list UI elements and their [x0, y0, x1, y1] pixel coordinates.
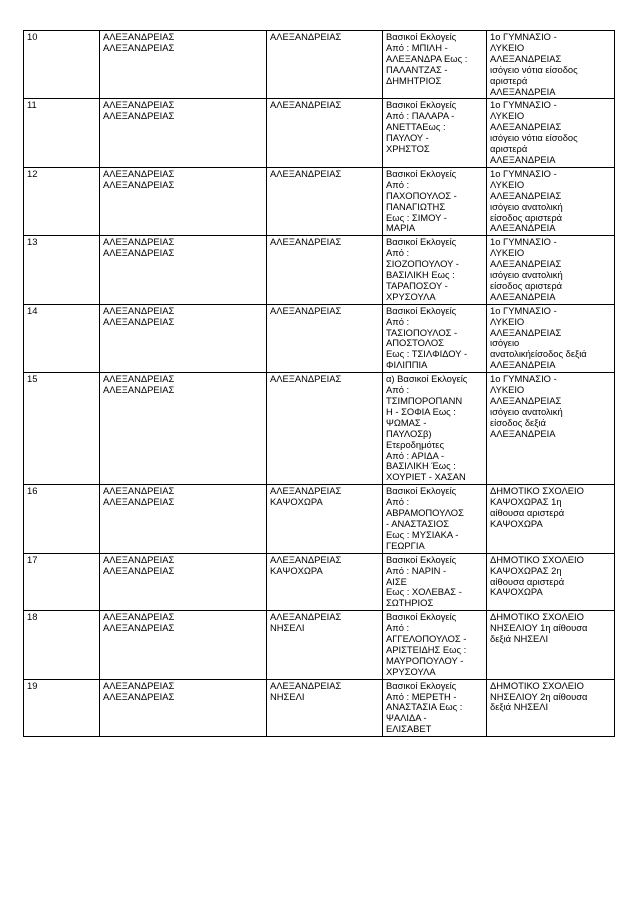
station-location-cell: 1ο ΓΥΜΝΑΣΙΟ - ΛΥΚΕΙΟ ΑΛΕΞΑΝΔΡΕΙΑΣ ισόγειο ανατολικήείσοδος δεξιά ΑΛΕΞΑΝΔΡΕΙΑ [487, 304, 615, 372]
voters-range-cell: Βασικοί Εκλογείς Από : ΤΑΣΙΟΠΟΥΛΟΣ - ΑΠΟΣΤΟΛΟΣ Εως : ΤΣΙΛΦΙΔΟΥ - ΦΙΛΙΠΠΙΑ [383, 304, 487, 372]
station-number-cell: 15 [24, 373, 100, 485]
table-row [24, 373, 615, 485]
voters-range-cell: Βασικοί Εκλογείς Από : ΝΑΡΙΝ - ΑΙΣΕ Εως : ΧΟΛΕΒΑΣ - ΣΩΤΗΡΙΟΣ [383, 553, 487, 611]
station-location-cell: ΔΗΜΟΤΙΚΟ ΣΧΟΛΕΙΟ ΚΑΨΟΧΩΡΑΣ 1η αίθουσα αριστερά ΚΑΨΟΧΩΡΑ [487, 485, 615, 553]
station-location-cell: 1ο ΓΥΜΝΑΣΙΟ - ΛΥΚΕΙΟ ΑΛΕΞΑΝΔΡΕΙΑΣ ισόγειο ανατολική είσοδος δεξιά ΑΛΕΞΑΝΔΡΕΙΑ [487, 373, 615, 485]
station-number-cell: 17 [24, 553, 100, 611]
table-row [24, 99, 615, 167]
municipality-cell: ΑΛΕΞΑΝΔΡΕΙΑΣ ΑΛΕΞΑΝΔΡΕΙΑΣ [100, 167, 267, 235]
municipality-cell: ΑΛΕΞΑΝΔΡΕΙΑΣ ΑΛΕΞΑΝΔΡΕΙΑΣ [100, 31, 267, 99]
station-location-cell: 1ο ΓΥΜΝΑΣΙΟ - ΛΥΚΕΙΟ ΑΛΕΞΑΝΔΡΕΙΑΣ ισόγειο ανατολική είσοδος αριστερά ΑΛΕΞΑΝΔΡΕΙΑ [487, 236, 615, 304]
district-cell: ΑΛΕΞΑΝΔΡΕΙΑΣ ΝΗΣΕΛΙ [267, 611, 383, 679]
district-cell: ΑΛΕΞΑΝΔΡΕΙΑΣ [267, 99, 383, 167]
station-location-cell: 1ο ΓΥΜΝΑΣΙΟ - ΛΥΚΕΙΟ ΑΛΕΞΑΝΔΡΕΙΑΣ ισόγειο νότια είσοδος αριστερά ΑΛΕΞΑΝΔΡΕΙΑ [487, 99, 615, 167]
district-cell: ΑΛΕΞΑΝΔΡΕΙΑΣ ΚΑΨΟΧΩΡΑ [267, 485, 383, 553]
table-row [24, 553, 615, 611]
district-cell: ΑΛΕΞΑΝΔΡΕΙΑΣ ΚΑΨΟΧΩΡΑ [267, 553, 383, 611]
district-cell: ΑΛΕΞΑΝΔΡΕΙΑΣ [267, 236, 383, 304]
district-cell: ΑΛΕΞΑΝΔΡΕΙΑΣ [267, 373, 383, 485]
voters-range-cell: Βασικοί Εκλογείς Από : ΜΕΡΕΤΗ - ΑΝΑΣΤΑΣΙΑ Εως : ΨΑΛΙΔΑ - ΕΛΙΣΑΒΕΤ [383, 679, 487, 737]
municipality-cell: ΑΛΕΞΑΝΔΡΕΙΑΣ ΑΛΕΞΑΝΔΡΕΙΑΣ [100, 553, 267, 611]
station-number-cell: 10 [24, 31, 100, 99]
station-number-cell: 16 [24, 485, 100, 553]
station-number-cell: 14 [24, 304, 100, 372]
municipality-cell: ΑΛΕΞΑΝΔΡΕΙΑΣ ΑΛΕΞΑΝΔΡΕΙΑΣ [100, 304, 267, 372]
table-row [24, 611, 615, 679]
table-row [24, 485, 615, 553]
voters-range-cell: Βασικοί Εκλογείς Από : ΑΓΓΕΛΟΠΟΥΛΟΣ - ΑΡΙΣΤΕΙΔΗΣ Εως : ΜΑΥΡΟΠΟΥΛΟΥ - ΧΡΥΣΟΥΛΑ [383, 611, 487, 679]
station-location-cell: ΔΗΜΟΤΙΚΟ ΣΧΟΛΕΙΟ ΚΑΨΟΧΩΡΑΣ 2η αίθουσα αριστερά ΚΑΨΟΧΩΡΑ [487, 553, 615, 611]
voters-range-cell: Βασικοί Εκλογείς Από : ΑΒΡΑΜΟΠΟΥΛΟΣ - ΑΝΑΣΤΑΣΙΟΣ Εως : ΜΥΣΙΑΚΑ - ΓΕΩΡΓΙΑ [383, 485, 487, 553]
station-number-cell: 18 [24, 611, 100, 679]
district-cell: ΑΛΕΞΑΝΔΡΕΙΑΣ [267, 31, 383, 99]
district-cell: ΑΛΕΞΑΝΔΡΕΙΑΣ [267, 167, 383, 235]
station-number-cell: 12 [24, 167, 100, 235]
municipality-cell: ΑΛΕΞΑΝΔΡΕΙΑΣ ΑΛΕΞΑΝΔΡΕΙΑΣ [100, 611, 267, 679]
table-body [24, 31, 615, 737]
voters-range-cell: Βασικοί Εκλογείς Από : ΜΠΙΛΗ - ΑΛΕΞΑΝΔΡΑ Εως : ΠΑΛΑΝΤΖΑΣ - ΔΗΜΗΤΡΙΟΣ [383, 31, 487, 99]
table-row [24, 31, 615, 99]
municipality-cell: ΑΛΕΞΑΝΔΡΕΙΑΣ ΑΛΕΞΑΝΔΡΕΙΑΣ [100, 679, 267, 737]
polling-stations-table [23, 30, 615, 737]
station-location-cell: ΔΗΜΟΤΙΚΟ ΣΧΟΛΕΙΟ ΝΗΣΕΛΙΟΥ 1η αίθουσα δεξιά ΝΗΣΕΛΙ [487, 611, 615, 679]
municipality-cell: ΑΛΕΞΑΝΔΡΕΙΑΣ ΑΛΕΞΑΝΔΡΕΙΑΣ [100, 485, 267, 553]
voters-range-cell: Βασικοί Εκλογείς Από : ΣΙΟΖΟΠΟΥΛΟΥ - ΒΑΣΙΛΙΚΗ Εως : ΤΑΡΑΠΟΣΟΥ - ΧΡΥΣΟΥΛΑ [383, 236, 487, 304]
municipality-cell: ΑΛΕΞΑΝΔΡΕΙΑΣ ΑΛΕΞΑΝΔΡΕΙΑΣ [100, 236, 267, 304]
voters-range-cell: Βασικοί Εκλογείς Από : ΠΑΧΟΠΟΥΛΟΣ - ΠΑΝΑΓΙΩΤΗΣ Εως : ΣΙΜΟΥ - ΜΑΡΙΑ [383, 167, 487, 235]
voters-range-cell: α) Βασικοί Εκλογείς Από : ΤΣΙΜΠΟΡΟΠΑΝΝ Η - ΣΟΦΙΑ Εως : ΨΩΜΑΣ - ΠΑΥΛΟΣβ) Ετεροδημότες Από : ΑΡΙΔΑ - ΒΑΣΙΛΙΚΗ Έως : ΧΟΥΡΙΕΤ - ΧΑΣΑΝ [383, 373, 487, 485]
table-row [24, 304, 615, 372]
district-cell: ΑΛΕΞΑΝΔΡΕΙΑΣ ΝΗΣΕΛΙ [267, 679, 383, 737]
station-number-cell: 13 [24, 236, 100, 304]
municipality-cell: ΑΛΕΞΑΝΔΡΕΙΑΣ ΑΛΕΞΑΝΔΡΕΙΑΣ [100, 99, 267, 167]
district-cell: ΑΛΕΞΑΝΔΡΕΙΑΣ [267, 304, 383, 372]
station-location-cell: ΔΗΜΟΤΙΚΟ ΣΧΟΛΕΙΟ ΝΗΣΕΛΙΟΥ 2η αίθουσα δεξιά ΝΗΣΕΛΙ [487, 679, 615, 737]
municipality-cell: ΑΛΕΞΑΝΔΡΕΙΑΣ ΑΛΕΞΑΝΔΡΕΙΑΣ [100, 373, 267, 485]
table-row [24, 679, 615, 737]
station-number-cell: 19 [24, 679, 100, 737]
table-row [24, 236, 615, 304]
station-location-cell: 1ο ΓΥΜΝΑΣΙΟ - ΛΥΚΕΙΟ ΑΛΕΞΑΝΔΡΕΙΑΣ ισόγειο νότια είσοδος αριστερά ΑΛΕΞΑΝΔΡΕΙΑ [487, 31, 615, 99]
station-location-cell: 1ο ΓΥΜΝΑΣΙΟ - ΛΥΚΕΙΟ ΑΛΕΞΑΝΔΡΕΙΑΣ ισόγειο ανατολική είσοδος αριστερά ΑΛΕΞΑΝΔΡΕΙΑ [487, 167, 615, 235]
station-number-cell: 11 [24, 99, 100, 167]
table-row [24, 167, 615, 235]
voters-range-cell: Βασικοί Εκλογείς Από : ΠΑΛΑΡΑ - ΑΝΕΤΤΑΕως : ΠΑΥΛΟΥ - ΧΡΗΣΤΟΣ [383, 99, 487, 167]
